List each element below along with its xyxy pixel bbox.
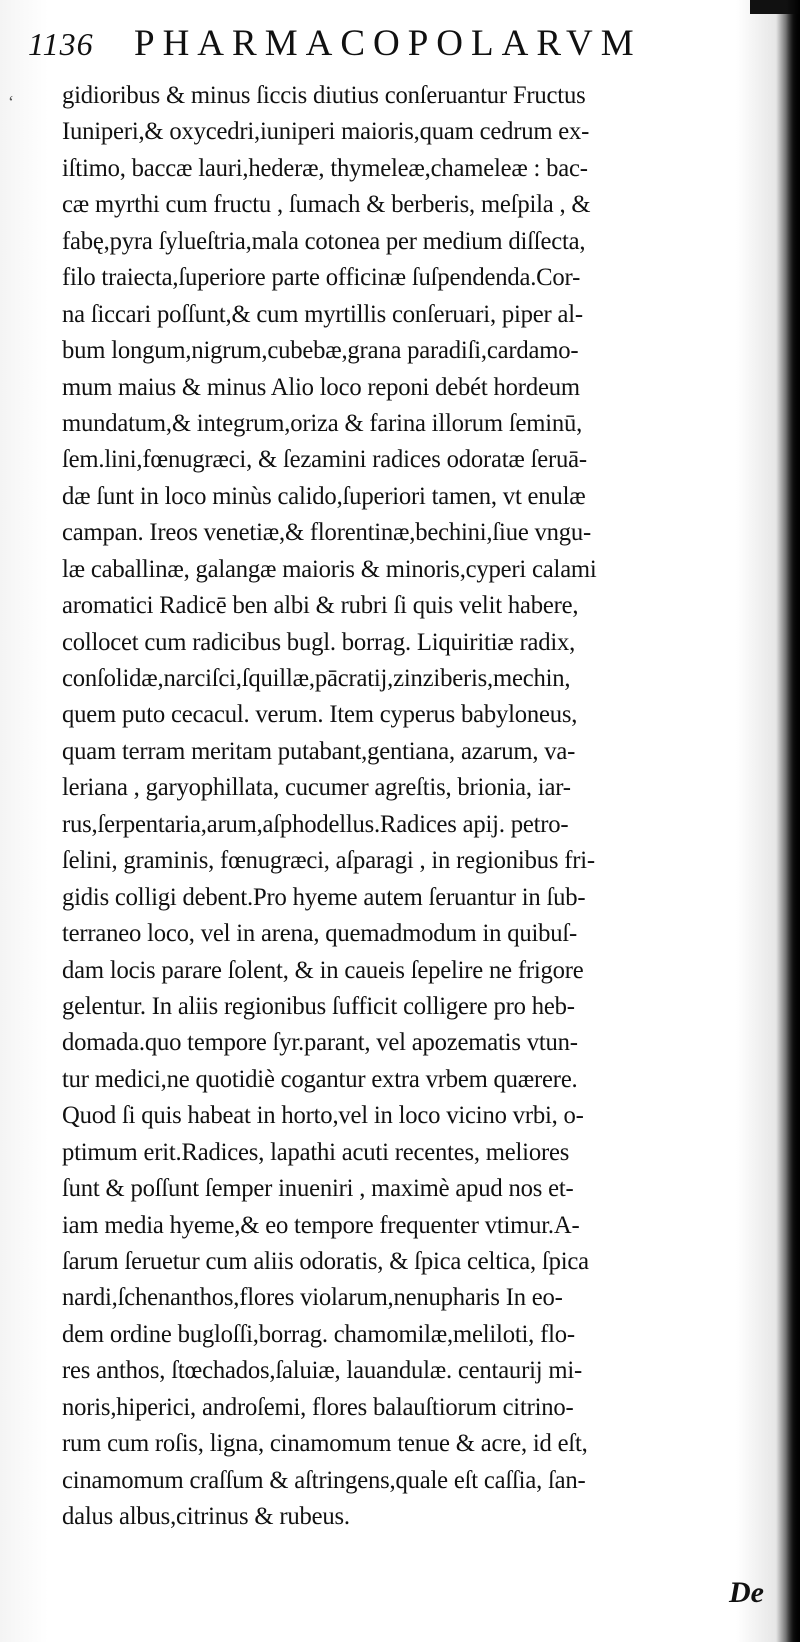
text-line: iſtimo, baccæ lauri,hederæ, thymeleæ,chameleæ : bac- [62, 154, 588, 182]
text-line: ſarum ſeruetur cum aliis odoratis, & ſpica celtica, ſpica [62, 1248, 589, 1275]
text-line: Iuniperi,& oxycedri,iuniperi maioris,quam cedrum ex- [62, 118, 590, 146]
text-line: rus,ſerpentaria,arum,aſphodellus.Radices apij. petro- [62, 810, 569, 838]
text-line: nardi,ſchenanthos,flores violarum,nenupharis In eo- [62, 1284, 563, 1312]
text-line: leriana , garyophillata, cucumer agreſtis, brionia, iar- [62, 774, 571, 802]
margin-mark: ʻ [8, 92, 14, 112]
text-line: dam locis parare ſolent, & in caueis ſepelire ne frigore [62, 956, 584, 984]
text-line: cæ myrthi cum fructu , ſumach & berberis, meſpila , & [62, 191, 591, 219]
catchword: De [729, 1576, 764, 1609]
text-line: quem puto cecacul. verum. Item cyperus babyloneus, [62, 701, 578, 729]
text-line: ptimum erit.Radices, lapathi acuti recentes, meliores [62, 1138, 570, 1166]
text-line: filo traiecta,ſuperiore parte officinæ ſuſpendenda.Cor- [62, 264, 581, 292]
page-number: 1136 [28, 26, 94, 62]
text-line: cinamomum craſſum & aſtringens,quale eſt caſſia, ſan- [62, 1466, 586, 1494]
text-line: ſem.lini,fœnugræci, & ſezamini radices odoratæ ſeruā- [62, 446, 587, 474]
text-line: dalus albus,citrinus & rubeus. [62, 1503, 350, 1531]
text-line: gidioribus & minus ſiccis diutius conſeruantur Fructus [62, 82, 586, 109]
text-line: fabę,pyra ſylueſtria,mala cotonea per medium diſſecta, [62, 227, 586, 255]
spine-shadow [786, 0, 800, 1642]
text-line: campan. Ireos venetiæ,& florentinæ,bechini,ſiue vngu- [62, 519, 592, 547]
text-line: res anthos, ſtœchados,ſaluiæ, lauandulæ. centaurij mi- [62, 1357, 583, 1385]
text-line: mum maius & minus Alio loco reponi debét hordeum [62, 373, 580, 401]
text-line: ſunt & poſſunt ſemper inueniri , maximè apud nos et- [62, 1175, 574, 1203]
text-line: noris,hiperici, androſemi, flores balauſtiorum citrino- [62, 1393, 574, 1421]
text-line: collocet cum radicibus bugl. borrag. Liquiritiæ radix, [62, 628, 576, 656]
running-title: PHARMACOPOLARVM [134, 23, 642, 64]
text-line: na ſiccari poſſunt,& cum myrtillis conſeruari, piper al- [62, 300, 583, 328]
text-line: quam terram meritam putabant,gentiana, azarum, va- [62, 737, 576, 765]
body-text [62, 78, 788, 1536]
text-line: terraneo loco, vel in arena, quemadmodum in quibuſ- [62, 920, 578, 948]
text-line: gelentur. In aliis regionibus ſufficit colligere pro heb- [62, 992, 575, 1020]
text-line: iam media hyeme,& eo tempore frequenter vtimur.A- [62, 1211, 580, 1239]
text-line: dæ ſunt in loco minùs calido,ſuperiori tamen, vt enulæ [62, 482, 586, 510]
text-line: tur medici,ne quotidiè cogantur extra vrbem quærere. [62, 1065, 578, 1093]
text-line: rum cum roſis, ligna, cinamomum tenue & acre, id eſt, [62, 1430, 588, 1458]
text-line: dem ordine bugloſſi,borrag. chamomilæ,meliloti, flo- [62, 1320, 575, 1348]
text-line: conſolidæ,narciſci,ſquillæ,pācratij,zinziberis,mechin, [62, 665, 571, 692]
text-line: mundatum,& integrum,oriza & farina illorum ſeminū, [62, 409, 583, 437]
text-line: læ caballinæ, galangæ maioris & minoris,cyperi calami [62, 555, 597, 583]
text-line: gidis colligi debent.Pro hyeme autem ſeruantur in ſub- [62, 883, 586, 911]
text-line: Quod ſi quis habeat in horto,vel in loco vicino vrbi, o- [62, 1102, 584, 1130]
running-head [28, 22, 728, 72]
text-line: ſelini, graminis, fœnugræci, aſparagi , in regionibus fri- [62, 847, 595, 875]
text-line: aromatici Radicē ben albi & rubri ſi quis velit habere, [62, 592, 579, 620]
text-line: bum longum,nigrum,cubebæ,grana paradiſi,cardamo- [62, 337, 579, 365]
text-line: domada.quo tempore ſyr.parant, vel apozematis vtun- [62, 1029, 578, 1057]
